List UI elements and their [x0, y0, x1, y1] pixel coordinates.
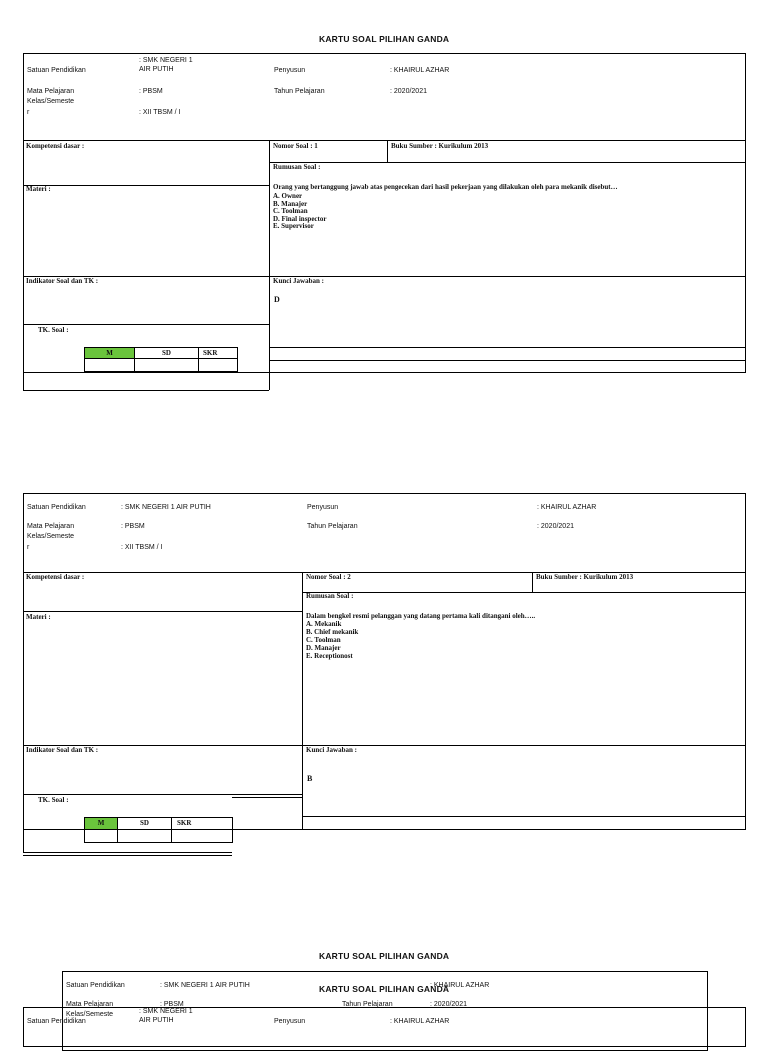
difficulty-header-skr: SKR — [198, 347, 238, 359]
column-divider — [387, 140, 388, 162]
divider — [23, 855, 232, 856]
option-d: D. Manajer — [306, 644, 341, 652]
divider — [23, 572, 746, 573]
class-label-cont: r — [27, 109, 30, 116]
difficulty-header-m: M — [84, 817, 118, 830]
divider — [23, 324, 269, 325]
author-value: : KHAIRUL AZHAR — [537, 504, 597, 511]
question-formulation-label: Rumusan Soal : — [273, 163, 321, 171]
source-book: Buku Sumber : Kurikulum 2013 — [536, 573, 634, 581]
class-value: : XII TBSM / I — [139, 109, 181, 116]
option-a: A. Owner — [273, 192, 303, 200]
competency-label: Kompetensi dasar : — [26, 573, 85, 581]
answer-key-value: B — [307, 774, 313, 783]
year-label: Tahun Pelajaran — [342, 1001, 393, 1008]
indicator-label: Indikator Soal dan TK : — [26, 277, 99, 285]
answer-key-value: D — [274, 295, 280, 304]
indicator-label: Indikator Soal dan TK : — [26, 746, 99, 754]
school-value-cont: AIR PUTIH — [139, 66, 174, 73]
option-b: B. Chief mekanik — [306, 628, 359, 636]
class-label: Kelas/Semeste — [27, 533, 75, 540]
author-label: Penyusun — [274, 1018, 306, 1025]
option-a: A. Mekanik — [306, 620, 342, 628]
difficulty-header-sd: SD — [117, 817, 172, 830]
year-value: : 2020/2021 — [537, 523, 574, 530]
question-text: Orang yang bertanggung jawab atas pengecekan dari hasil pekerjaan yang dilakukan oleh para mekanik disebut… — [273, 183, 618, 191]
divider — [23, 390, 269, 391]
author-value-front: : KHAIRUL AZHAR — [390, 1018, 450, 1025]
card-title-overlap: KARTU SOAL PILIHAN GANDA — [319, 984, 450, 994]
difficulty-header-skr: SKR — [171, 817, 233, 830]
author-label: Penyusun — [307, 504, 339, 511]
question-text: Dalam bengkel resmi pelanggan yang datang pertama kali ditangani oleh….. — [306, 612, 536, 620]
divider — [302, 816, 746, 817]
option-d: D. Final inspector — [273, 214, 327, 223]
year-label: Tahun Pelajaran — [274, 88, 325, 95]
school-value-front: : SMK NEGERI 1 — [139, 1008, 193, 1015]
card-title: KARTU SOAL PILIHAN GANDA — [319, 34, 450, 44]
year-value: : 2020/2021 — [430, 1001, 467, 1008]
option-e: E. Supervisor — [273, 222, 314, 230]
answer-key-label: Kunci Jawaban : — [273, 277, 324, 285]
school-label: Satuan Pendidikan — [27, 67, 86, 74]
difficulty-cell-skr — [198, 358, 238, 372]
class-value: : XII TBSM / I — [121, 544, 163, 551]
school-label: Satuan Pendidikan — [27, 504, 86, 511]
subject-label: Mata Pelajaran — [27, 88, 75, 95]
option-c: C. Toolman — [306, 636, 341, 644]
class-label-cont: r — [27, 544, 30, 551]
divider — [23, 794, 302, 795]
divider — [23, 276, 746, 277]
difficulty-label: TK. Soal : — [38, 796, 69, 804]
school-value-front-cont: AIR PUTIH — [139, 1017, 174, 1024]
school-label: Satuan Pendidikan — [66, 982, 125, 989]
school-label-front: Satuan Pendidikan — [27, 1018, 86, 1025]
option-b: B. Manajer — [273, 199, 308, 208]
column-divider — [269, 140, 270, 390]
card-title: KARTU SOAL PILIHAN GANDA — [319, 951, 450, 961]
year-label: Tahun Pelajaran — [307, 523, 358, 530]
class-label: Kelas/Semeste — [66, 1011, 114, 1018]
card-border — [23, 53, 746, 373]
subject-value: : PBSM — [160, 1001, 184, 1008]
material-label: Materi : — [26, 185, 51, 193]
column-divider — [302, 572, 303, 830]
material-label: Materi : — [26, 613, 51, 621]
question-number: Nomor Soal : 1 — [273, 142, 318, 150]
subject-value: : PBSM — [121, 523, 145, 530]
column-divider — [532, 572, 533, 592]
author-value: : KHAIRUL AZHAR — [430, 982, 490, 989]
question-number: Nomor Soal : 2 — [306, 573, 351, 581]
option-e: E. Receptionost — [306, 652, 353, 660]
divider — [302, 592, 746, 593]
school-value: : SMK NEGERI 1 — [139, 57, 193, 64]
difficulty-label: TK. Soal : — [38, 326, 69, 334]
difficulty-cell-m — [84, 358, 135, 372]
class-label: Kelas/Semeste — [27, 98, 75, 105]
difficulty-header-m: M — [84, 347, 135, 359]
subject-label: Mata Pelajaran — [66, 1001, 114, 1008]
divider — [23, 140, 746, 141]
divider — [23, 611, 302, 612]
divider — [23, 852, 232, 853]
divider — [269, 162, 746, 163]
option-c: C. Toolman — [273, 207, 308, 215]
divider — [23, 745, 746, 746]
author-value: : KHAIRUL AZHAR — [390, 67, 450, 74]
subject-label: Mata Pelajaran — [27, 523, 75, 530]
difficulty-cell-m — [84, 829, 118, 843]
column-divider — [23, 830, 24, 852]
difficulty-cell-sd — [117, 829, 172, 843]
column-divider — [23, 373, 24, 390]
divider — [232, 797, 302, 798]
source-book: Buku Sumber : Kurikulum 2013 — [391, 142, 489, 150]
school-value: : SMK NEGERI 1 AIR PUTIH — [160, 982, 250, 989]
question-formulation-label: Rumusan Soal : — [306, 592, 354, 600]
competency-label: Kompetensi dasar : — [26, 142, 85, 150]
school-value: : SMK NEGERI 1 AIR PUTIH — [121, 504, 211, 511]
divider — [269, 347, 746, 348]
difficulty-cell-skr — [171, 829, 233, 843]
year-value: : 2020/2021 — [390, 88, 427, 95]
difficulty-cell-sd — [134, 358, 199, 372]
author-label: Penyusun — [274, 67, 306, 74]
divider — [23, 185, 269, 186]
card-border-front — [23, 1007, 746, 1047]
subject-value: : PBSM — [139, 88, 163, 95]
divider — [269, 360, 746, 361]
answer-key-label: Kunci Jawaban : — [306, 746, 357, 754]
difficulty-header-sd: SD — [134, 347, 199, 359]
